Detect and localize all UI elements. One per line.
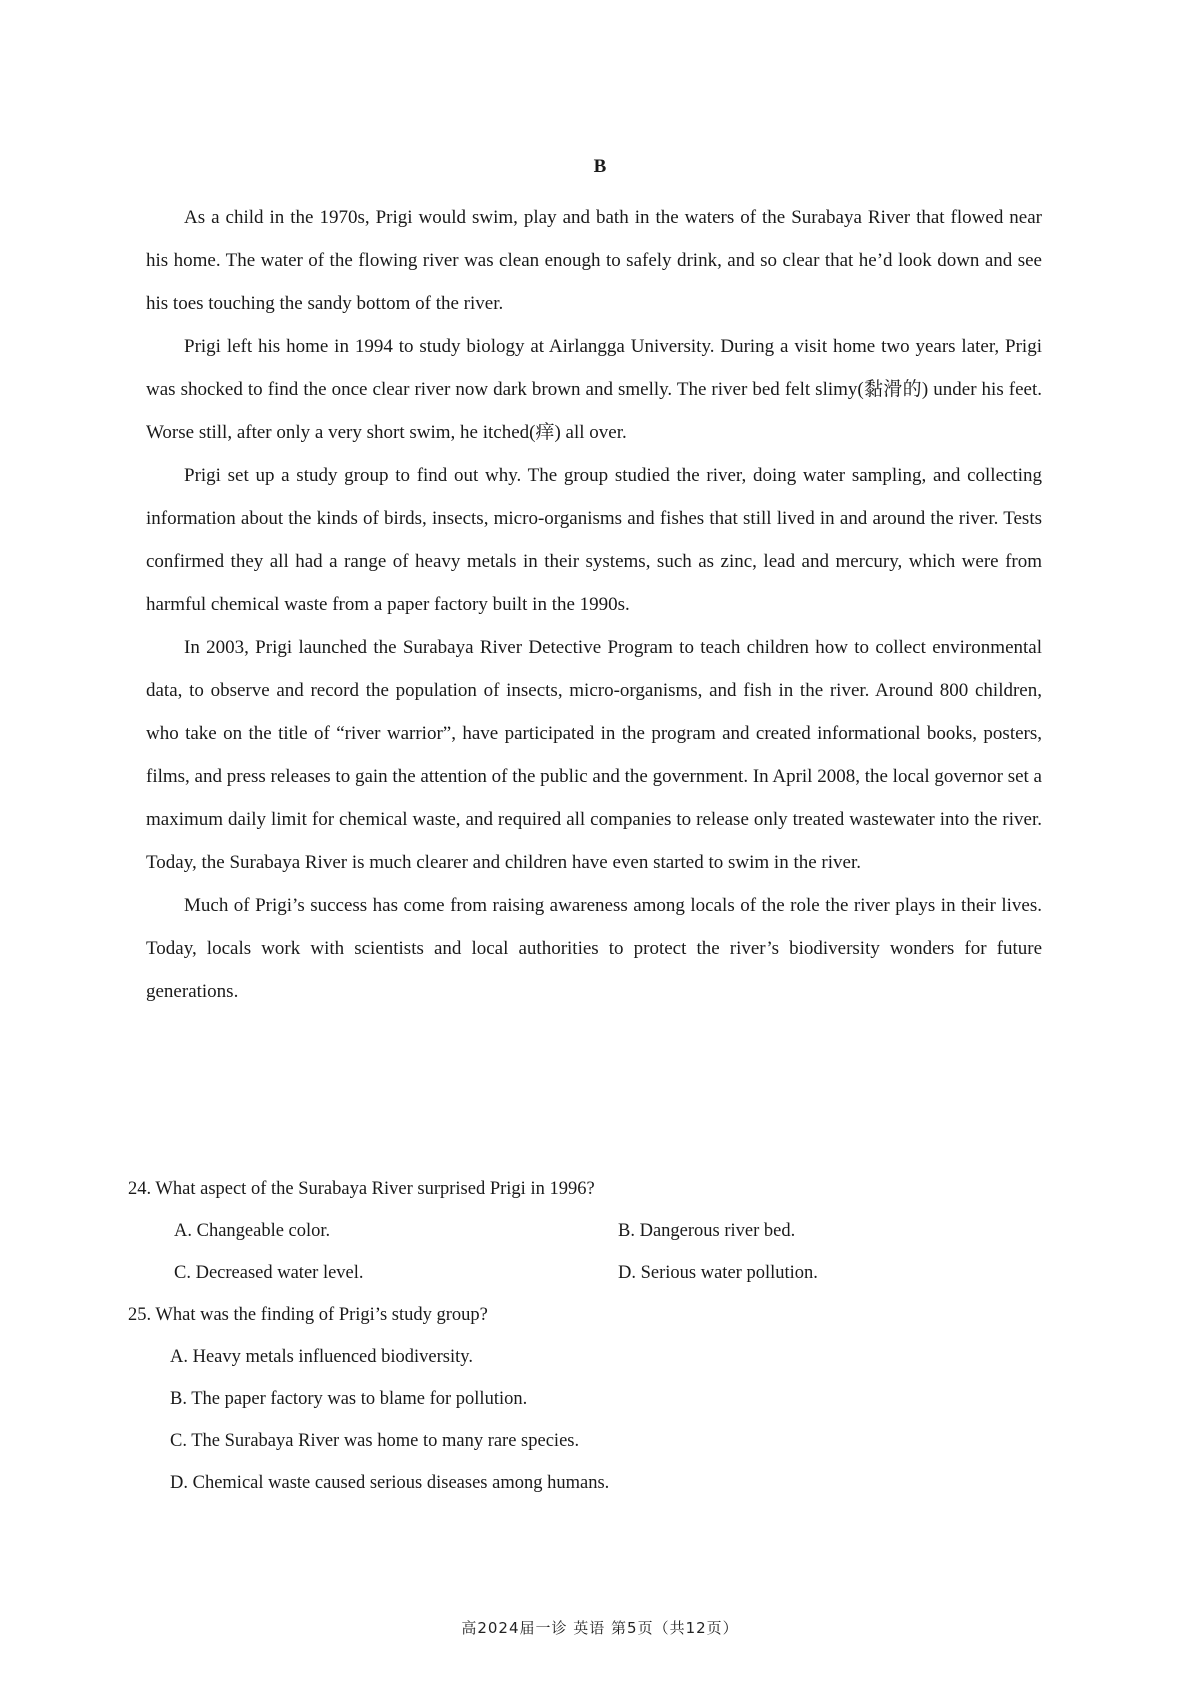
question-24: [128, 1168, 1028, 1294]
question-stem: 24. What aspect of the Surabaya River surprised Prigi in 1996?: [128, 1179, 595, 1199]
option-a: A. Heavy metals influenced biodiversity.: [170, 1347, 473, 1367]
passage-paragraph: In 2003, Prigi launched the Surabaya River Detective Program to teach children how to collect environmental data, to observe and record the population of insects, micro-organisms, and fish in the river. Around 800 children, who take on the title of “river warrior”, have participated in the program and created informational books, posters, films, and press releases to gain the attention of the public and the government. In April 2008, the local governor set a maximum daily limit for chemical waste, and required all companies to release only treated wastewater into the river. Today, the Surabaya River is much clearer and children have even started to swim in the river.: [146, 637, 1042, 873]
option-b: B. Dangerous river bed.: [618, 1221, 796, 1241]
passage-paragraph: Prigi left his home in 1994 to study biology at Airlangga University. During a visit home two years later, Prigi was shocked to find the once clear river now dark brown and smelly. The river bed felt slimy(黏滑的) under his feet. Worse still, after only a very short swim, he itched(痒) all over.: [146, 336, 1042, 443]
option-a: A. Changeable color.: [174, 1221, 331, 1241]
passage-paragraph: As a child in the 1970s, Prigi would swim, play and bath in the waters of the Surabaya River that flowed near his home. The water of the flowing river was clean enough to safely drink, and so clear that he’d look down and see his toes touching the sandy bottom of the river.: [146, 207, 1042, 314]
option-d: D. Serious water pollution.: [618, 1263, 818, 1283]
passage-paragraph: Prigi set up a study group to find out why. The group studied the river, doing water sampling, and collecting information about the kinds of birds, insects, micro-organisms and fishes that still lived in and around the river. Tests confirmed they all had a range of heavy metals in their systems, such as zinc, lead and mercury, which were from harmful chemical waste from a paper factory built in the 1990s.: [146, 465, 1042, 615]
section-heading: B: [593, 156, 607, 177]
answer-options: [128, 1210, 1028, 1294]
question-25: [128, 1294, 1028, 1504]
option-d: D. Chemical waste caused serious diseases among humans.: [170, 1473, 610, 1493]
page-footer: 高2024届一诊 英语 第5页（共12页）: [461, 1619, 739, 1637]
option-c: C. The Surabaya River was home to many rare species.: [170, 1431, 580, 1451]
question-stem: 25. What was the finding of Prigi’s study group?: [128, 1305, 488, 1325]
option-c: C. Decreased water level.: [174, 1263, 364, 1283]
answer-options: [128, 1336, 1028, 1504]
question-list: [128, 1168, 1028, 1504]
option-b: B. The paper factory was to blame for pollution.: [170, 1389, 528, 1409]
passage-paragraph: Much of Prigi’s success has come from raising awareness among locals of the role the river plays in their lives. Today, locals work with scientists and local authorities to protect the river’s biodiversity wonders for future generations.: [146, 895, 1042, 1002]
reading-passage: [146, 196, 1042, 1013]
